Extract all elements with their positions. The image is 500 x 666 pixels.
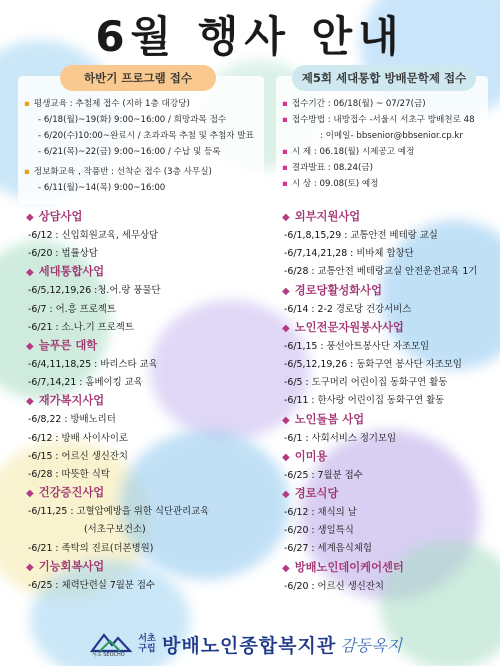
program-detail-text: 정보화교육 , 작품반 : 선착순 접수 (3층 사무실) xyxy=(33,167,212,177)
literature-contest-heading: 제5회 세대통합 방배문학제 접수 xyxy=(292,65,476,91)
section-heading-text: 기능회복사업 xyxy=(38,559,105,573)
event-section xyxy=(282,448,500,485)
seocho-mountain-icon xyxy=(90,629,132,653)
diamond-icon: ◆ xyxy=(282,212,290,223)
event-section xyxy=(26,263,266,337)
event-item: -6/15 : 어르신 생신잔치 xyxy=(28,450,128,462)
program-detail-line xyxy=(24,144,262,160)
section-heading-text: 상담사업 xyxy=(38,210,83,223)
seocho-logo xyxy=(90,629,132,659)
contest-detail-text: 시 제 : 06.18(월) 시제공고 예정 xyxy=(291,147,415,157)
left-events-column xyxy=(26,208,266,595)
event-item: -6/12 : 신입회원교육, 세무상담 xyxy=(28,230,159,241)
section-heading xyxy=(26,208,266,227)
bullet-icon: ▪ xyxy=(24,167,30,177)
diamond-icon: ◆ xyxy=(282,489,290,501)
diamond-icon: ◆ xyxy=(282,285,290,297)
section-heading xyxy=(26,263,266,282)
program-detail-line xyxy=(24,96,262,112)
program-detail-line xyxy=(24,180,262,196)
section-heading xyxy=(26,337,266,356)
section-heading-text: 외부지원사업 xyxy=(294,210,361,223)
contest-detail-text: 접수기간 : 06/18(월) ~ 07/27(금) xyxy=(291,99,426,109)
event-item: -6/1,8,15,29 : 교통안전 베테랑 교실 xyxy=(284,230,438,241)
event-section xyxy=(282,559,500,596)
section-heading xyxy=(26,484,266,503)
contest-detail-text: 접수방법 : 내방접수 -서울시 서초구 방배천로 48 xyxy=(291,115,475,125)
event-item: -6/11,25 : 고혈압예방을 위한 식단관리교육 xyxy=(28,506,210,518)
bullet-icon: ▪ xyxy=(282,163,288,173)
section-heading-text: 경로식당 xyxy=(294,487,339,501)
event-item: -6/7,14,21 : 홈베이킹 교육 xyxy=(28,377,143,389)
section-heading-text: 늘푸른 대학 xyxy=(38,339,98,353)
event-section xyxy=(282,411,500,448)
program-detail-text: - 6/18(월)~19(화) 9:00~16:00 / 희망과목 접수 xyxy=(38,115,227,125)
section-heading xyxy=(282,208,500,227)
section-heading-text: 경로당활성화사업 xyxy=(294,283,383,297)
section-heading xyxy=(282,319,500,338)
event-item: -6/12 : 채식의 날 xyxy=(284,507,357,519)
program-detail-line xyxy=(24,164,262,180)
bullet-icon: ▪ xyxy=(24,99,30,109)
event-item: -6/20 : 법률상담 xyxy=(28,248,98,260)
contest-detail-line xyxy=(282,112,488,128)
diamond-icon: ◆ xyxy=(282,562,290,574)
event-item: -6/21 : 소.나.기 프로젝트 xyxy=(28,321,134,333)
section-heading-text: 건강증진사업 xyxy=(38,486,105,500)
event-item: -6/8,22 : 방배노리터 xyxy=(28,414,116,426)
event-item: -6/11 : 한사랑 어린이집 동화구연 활동 xyxy=(284,395,445,407)
contest-detail-line xyxy=(282,96,488,112)
section-heading-text: 방배노인데이케어센터 xyxy=(294,560,404,574)
diamond-icon: ◆ xyxy=(26,396,34,408)
bullet-icon: ▪ xyxy=(282,147,288,157)
contest-detail-text: 결과발표 : 08.24(금) xyxy=(291,163,374,173)
event-item: -6/21 : 족탁의 진료(더본병원) xyxy=(28,542,154,554)
event-item: -6/7,14,21,28 : 비바체 합창단 xyxy=(284,248,414,260)
event-item: -6/1,15 : 풍선아트봉사단 자조모임 xyxy=(284,340,430,352)
contest-detail-line xyxy=(282,176,488,192)
diamond-icon: ◆ xyxy=(26,488,34,500)
event-item: (서초구보건소) xyxy=(84,524,146,536)
event-section xyxy=(282,319,500,411)
program-detail-text: 평생교육 : 추첨제 접수 (지하 1층 대강당) xyxy=(33,99,190,109)
event-item: -6/28 : 교통안전 베테랑교실 안전운전교육 1기 xyxy=(284,266,478,278)
event-section xyxy=(26,558,266,595)
event-item: -6/4,11,18,25 : 바리스타 교육 xyxy=(28,359,158,371)
event-section xyxy=(282,282,500,319)
event-section xyxy=(282,208,500,282)
program-registration-heading: 하반기 프로그램 접수 xyxy=(60,65,216,91)
program-registration-details xyxy=(24,96,262,196)
organization-slogan: 감동옥지 xyxy=(340,635,403,655)
section-heading xyxy=(26,392,266,411)
event-item: -6/25 : 체력단련실 7월분 접수 xyxy=(28,579,155,591)
program-detail-text: - 6/11(월)~14(목) 9:00~16:00 xyxy=(38,183,166,193)
event-section xyxy=(26,337,266,392)
event-item: -6/5,12,19,26 :청.어.랑 풍물단 xyxy=(28,285,161,297)
program-detail-text: - 6/20(수)10:00~완료시 / 초과과목 추첨 및 추첨자 발표 xyxy=(38,131,254,141)
contest-detail-text: : 이메일- bbsenior@bbsenior.cp.kr xyxy=(320,131,463,141)
section-heading xyxy=(282,485,500,504)
event-item: -6/28 : 따뜻한 식탁 xyxy=(28,469,110,481)
event-section xyxy=(26,208,266,263)
bullet-icon: ▪ xyxy=(282,179,288,189)
right-events-column xyxy=(282,208,500,596)
organization-footer xyxy=(90,627,430,661)
event-section xyxy=(282,485,500,559)
event-item: -6/20 : 생일특식 xyxy=(284,525,354,537)
org-prefix: 서초구립 xyxy=(138,634,156,654)
program-detail-text: - 6/21(목)~22(금) 9:00~16:00 / 수납 및 등록 xyxy=(38,147,221,157)
page-title: 6월 행사 안내 xyxy=(95,12,405,61)
contest-detail-line xyxy=(282,128,488,144)
event-item: -6/1 : 사회서비스 정기모임 xyxy=(284,432,397,444)
logo-caption: 서초 SEOCHO xyxy=(92,652,125,658)
diamond-icon: ◆ xyxy=(26,561,34,573)
section-heading-text: 세대통합사업 xyxy=(38,265,105,279)
section-heading xyxy=(282,282,500,301)
event-item: -6/5,12,19,26 : 동화구연 봉사단 자조모임 xyxy=(284,359,462,371)
diamond-icon: ◆ xyxy=(26,267,34,279)
program-detail-line xyxy=(24,112,262,128)
section-heading xyxy=(282,448,500,467)
diamond-icon: ◆ xyxy=(26,212,34,223)
diamond-icon: ◆ xyxy=(282,451,290,463)
contest-detail-line xyxy=(282,144,488,160)
event-item: -6/20 : 어르신 생신잔치 xyxy=(284,580,384,592)
section-heading-text: 이미용 xyxy=(294,449,328,463)
diamond-icon: ◆ xyxy=(26,341,34,353)
diamond-icon: ◆ xyxy=(282,414,290,426)
event-item: -6/14 : 2-2 경로당 건강서비스 xyxy=(284,303,412,315)
event-item: -6/12 : 방배 사이사이로 xyxy=(28,432,128,444)
event-item: -6/27 : 세계음식체험 xyxy=(284,543,372,555)
contest-detail-text: 시 상 : 09.08(토) 예정 xyxy=(291,179,379,189)
event-item: -6/25 : 7월분 접수 xyxy=(284,469,363,481)
diamond-icon: ◆ xyxy=(282,322,290,334)
event-section xyxy=(26,484,266,558)
event-item: -6/7 : 어.흥 프로젝트 xyxy=(28,303,116,315)
event-item: -6/5 : 도구머리 어린이집 동화구연 활동 xyxy=(284,377,448,389)
bullet-icon: ▪ xyxy=(282,99,288,109)
section-heading-text: 노인전문자원봉사사업 xyxy=(294,320,404,334)
program-detail-line xyxy=(24,128,262,144)
section-heading xyxy=(282,411,500,430)
section-heading xyxy=(26,558,266,577)
literature-contest-details xyxy=(282,96,488,192)
section-heading-text: 재가복지사업 xyxy=(38,394,105,408)
event-section xyxy=(26,392,266,484)
organization-name: 방배노인종합복지관 xyxy=(162,634,337,657)
bullet-icon: ▪ xyxy=(282,115,288,125)
section-heading xyxy=(282,559,500,578)
contest-detail-line xyxy=(282,160,488,176)
section-heading-text: 노인돌봄 사업 xyxy=(294,412,365,426)
